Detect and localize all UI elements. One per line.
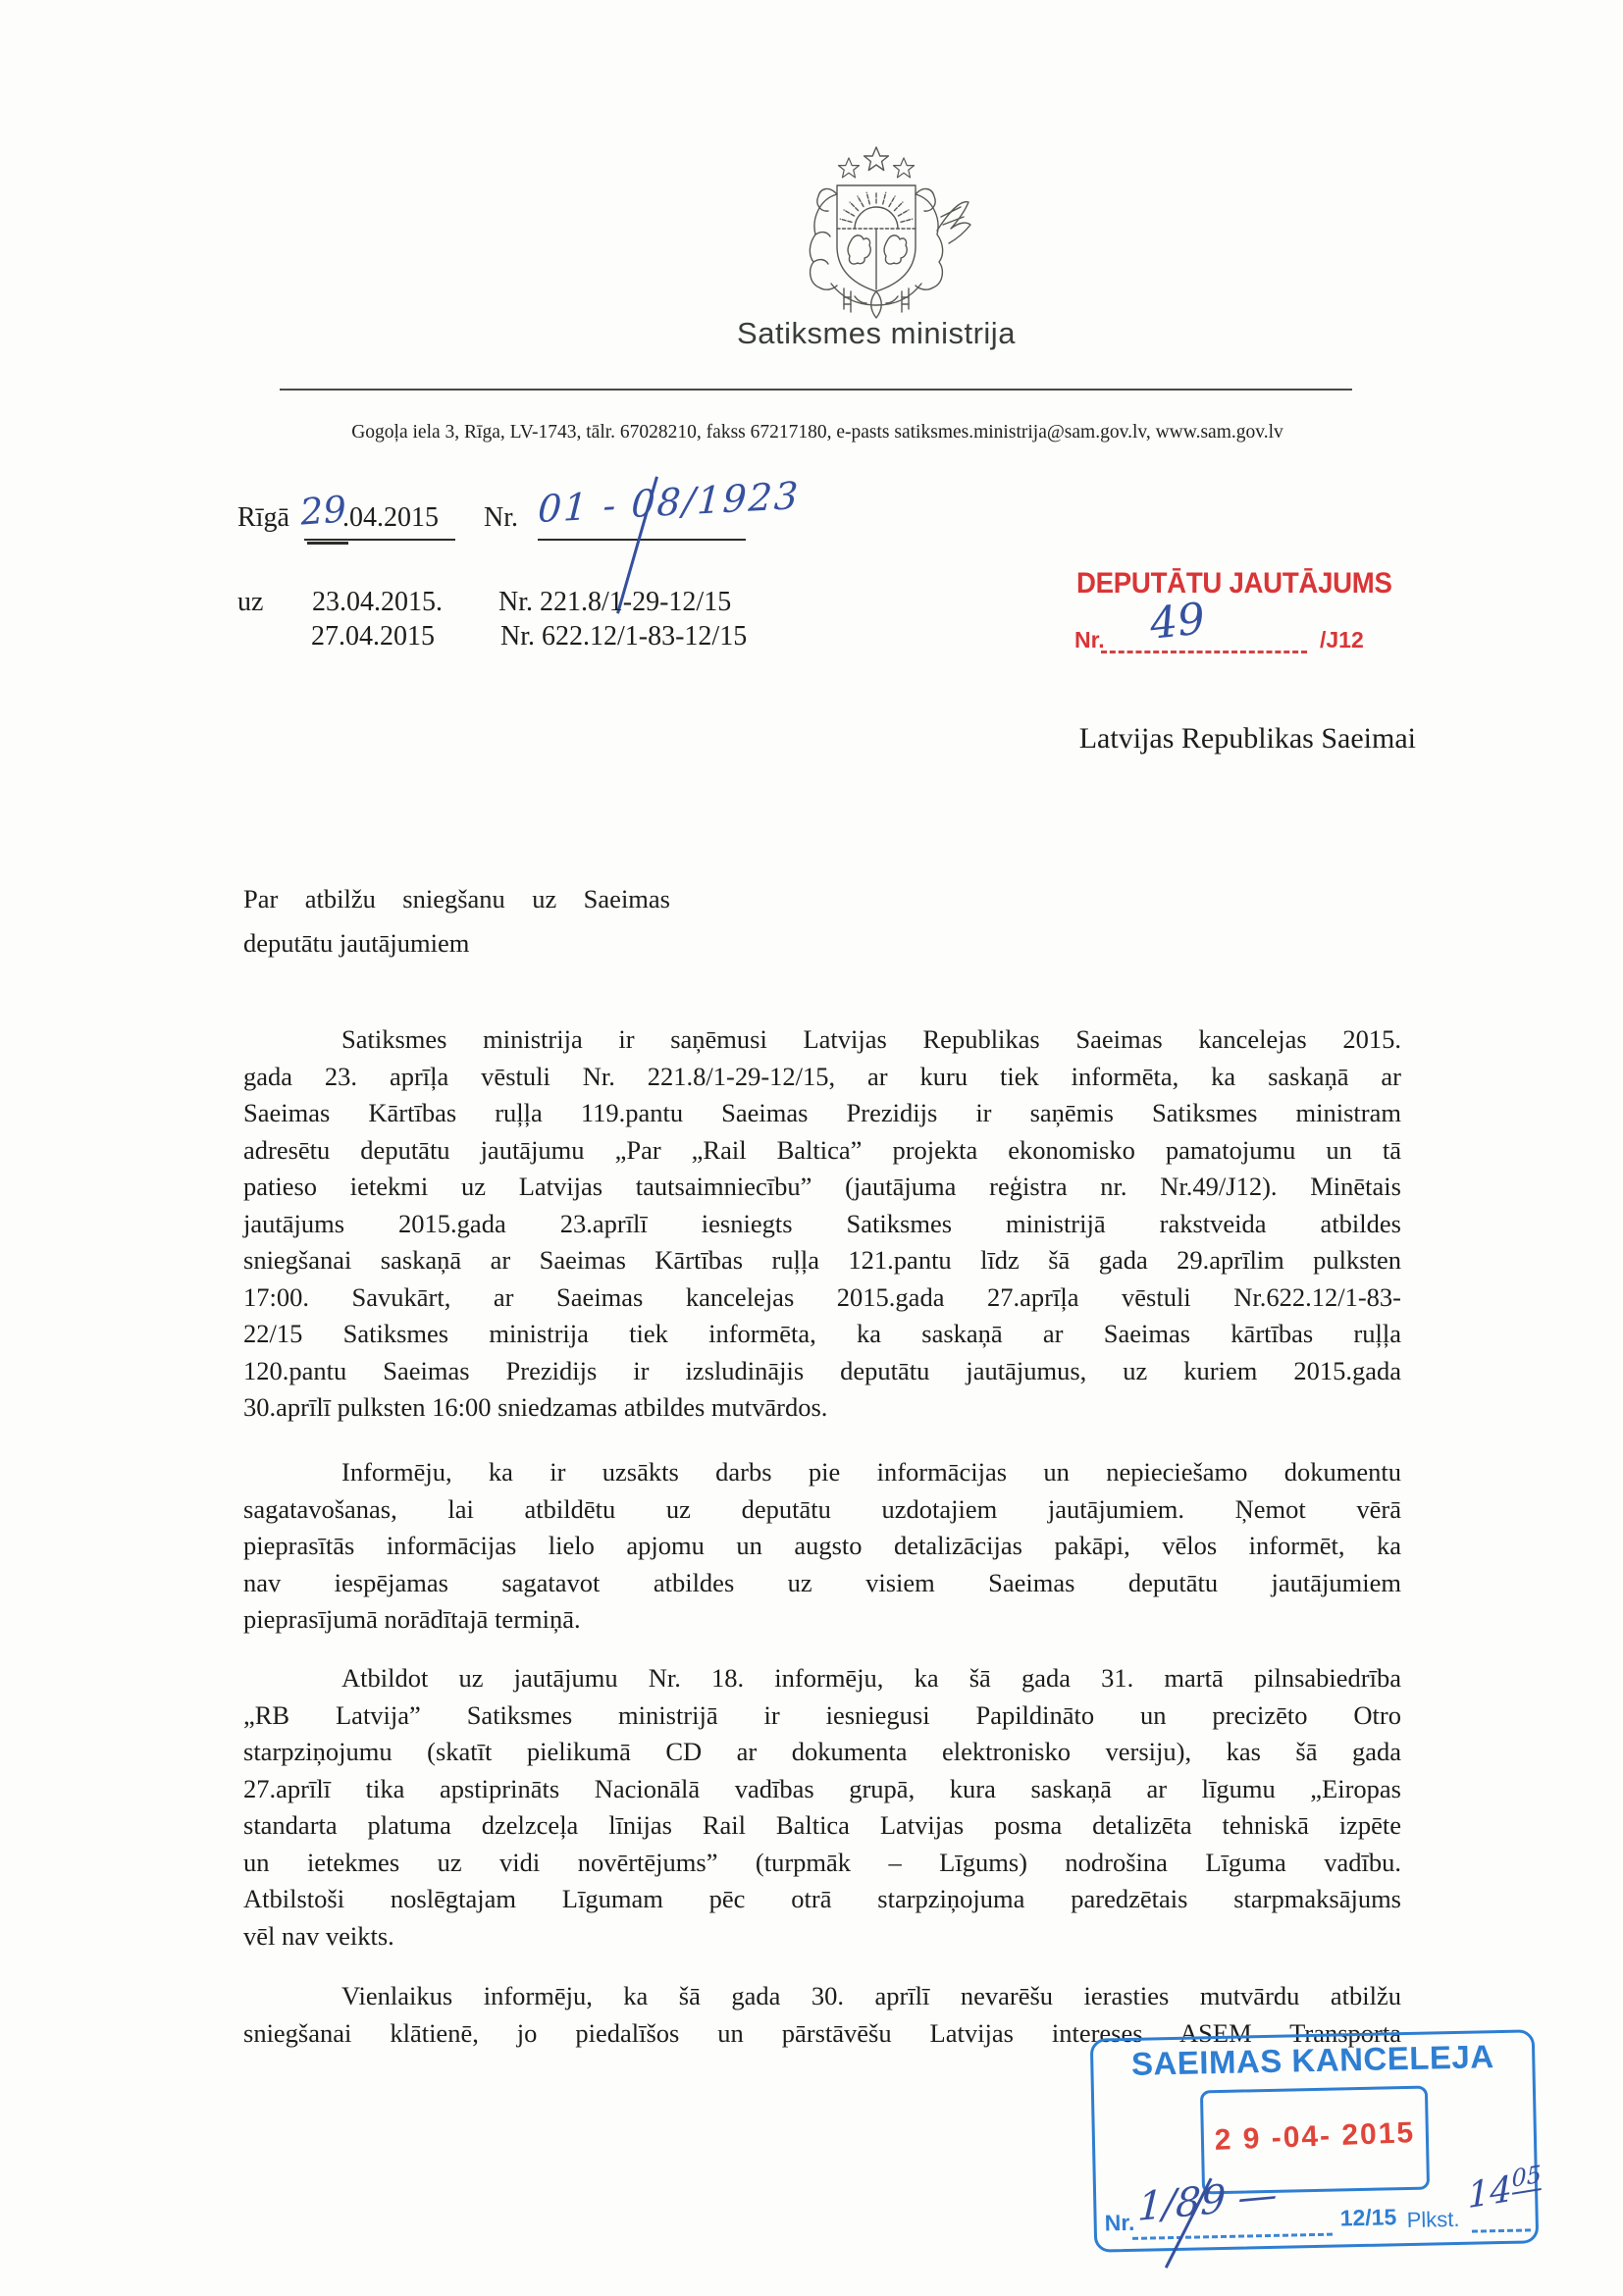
ref-row-number: Nr. 221.8/1-29-12/15 <box>498 587 732 617</box>
uz-label: uz <box>237 587 264 617</box>
body-line: Informēju, ka ir uzsākts darbs pie informācijas un nepieciešamo dokumentu <box>341 1457 1401 1487</box>
body-line: vēl nav veikts. <box>243 1920 394 1951</box>
ref-date-printed: .04.2015 <box>342 502 439 533</box>
contact-line: Gogoļa iela 3, Rīga, LV-1743, tālr. 67028210, fakss 67217180, e-pasts satiksmes.ministrija@sam.gov.lv, www.sam.gov.lv <box>351 422 1283 443</box>
blue-stamp-time-label: Plkst. <box>1406 2206 1460 2233</box>
body-line: Atbildot uz jautājumu Nr. 18. informēju, ka šā gada 31. martā pilnsabiedrība <box>341 1663 1401 1693</box>
body-line: patieso ietekmi uz Latvijas tautsaimniecību” (jautājuma reģistra nr. Nr.49/J12). Minētais <box>243 1172 1401 1201</box>
time-minutes: 05 <box>1511 2161 1542 2195</box>
red-stamp <box>1074 567 1398 660</box>
red-stamp-nr-label: Nr. <box>1074 627 1105 652</box>
body-line: standarta platuma dzelzceļa līnijas Rail Baltica Latvijas posma detalizēta tehniskā izpēte <box>243 1810 1401 1840</box>
blue-stamp-number-handwritten: 1/89 — <box>1136 2171 1279 2230</box>
body-line: sniegšanai saskaņā ar Saeimas Kārtības ruļļa 121.pantu līdz šā gada 29.aprīlim pulksten <box>243 1245 1401 1275</box>
body-paragraph <box>243 1660 1401 1955</box>
recipient: Latvijas Republikas Saeimai <box>1078 722 1416 755</box>
blue-stamp-title: SAEIMAS KANCELEJA <box>1130 2038 1494 2082</box>
subject-block <box>243 884 670 959</box>
ref-row-date: 27.04.2015 <box>311 621 435 652</box>
body-line: nav iespējamas sagatavot atbildes uz visiem Saeimas deputātu jautājumiem <box>243 1567 1401 1597</box>
body-line: jautājums 2015.gada 23.aprīlī iesniegts Satiksmes ministrijā rakstveida atbildes <box>243 1208 1401 1238</box>
subject-line: Par atbilžu sniegšanu uz Saeimas <box>243 884 670 913</box>
ministry-name: Satiksmes ministrija <box>737 316 1016 350</box>
body-line: Vienlaikus informēju, ka šā gada 30. aprīlī nevarēšu ierasties mutvārdu atbilžu <box>341 1981 1401 2010</box>
blue-stamp-time-handwritten <box>1467 2161 1542 2218</box>
date-underline <box>304 539 455 541</box>
red-stamp-number-handwritten: 49 <box>1147 594 1208 650</box>
body-line: un ietekmes uz vidi novērtējums” (turpmāk – Līgums) nodrošina Līguma vadību. <box>243 1847 1401 1877</box>
body-line: 120.pantu Saeimas Prezidijs ir izsludinājis deputātu jautājumus, uz kuriem 2015.gada <box>243 1355 1401 1385</box>
ref-date-handwritten: 29 <box>298 488 348 534</box>
body-line: pieprasījumā norādītajā termiņā. <box>243 1604 581 1634</box>
ref-nr-handwritten: 01 - 08/1923 <box>537 473 802 532</box>
body-line: Atbilstoši noslēgtajam Līgumam pēc otrā starpziņojuma paredzētais starpmaksājums <box>243 1884 1401 1913</box>
body-line: starpziņojumu (skatīt pielikumā CD ar dokumenta elektronisko versiju), kas šā gada <box>243 1737 1401 1766</box>
body-line: 22/15 Satiksmes ministrija tiek informēta, ka saskaņā ar Saeimas kārtības ruļļa <box>243 1319 1401 1348</box>
ref-row-date: 23.04.2015. <box>312 587 443 617</box>
blue-stamp-number-suffix: 12/15 <box>1339 2204 1397 2231</box>
red-stamp-title: DEPUTĀTU JAUTĀJUMS <box>1076 567 1392 600</box>
body-paragraph <box>243 1454 1401 1639</box>
ref-place-label: Rīgā <box>237 502 289 533</box>
body-line: sniegšanai klātienē, jo piedalīšos un pārstāvēšu Latvijas intereses ASEM Transporta <box>243 2017 1401 2048</box>
ref-row-number: Nr. 622.12/1-83-12/15 <box>500 621 748 652</box>
body-line: gada 23. aprīļa vēstuli Nr. 221.8/1-29-12/15, ar kuru tiek informēta, ka saskaņā ar <box>243 1061 1401 1091</box>
body-line: adresētu deputātu jautājumu „Par „Rail Baltica” projekta ekonomisko pamatojumu un tā <box>243 1134 1401 1165</box>
body-line: 17:00. Savukārt, ar Saeimas kancelejas 2015.gada 27.aprīļa vēstuli Nr.622.12/1-83- <box>243 1281 1401 1312</box>
blue-stamp <box>1090 2029 1543 2252</box>
red-stamp-suffix: /J12 <box>1320 627 1364 652</box>
body-line: „RB Latvija” Satiksmes ministrijā ir iesniegusi Papildināto un precizēto Otro <box>243 1699 1401 1730</box>
blue-stamp-date: 2 9 -04- 2015 <box>1214 2116 1416 2157</box>
body-line: pieprasītās informācijas lielo apjomu un augsto detalizācijas pakāpi, vēlos informēt, ka <box>243 1531 1401 1560</box>
body-line: sagatavošanas, lai atbildētu uz deputātu uzdotajiem jautājumiem. Ņemot vērā <box>243 1493 1401 1524</box>
ref-nr-label: Nr. <box>484 502 518 533</box>
latvia-coat-of-arms <box>768 140 984 321</box>
time-hours: 14 <box>1467 2168 1513 2218</box>
header-divider <box>280 389 1352 391</box>
nr-underline <box>538 539 746 541</box>
subject-line: deputātu jautājumiem <box>243 928 470 958</box>
body-paragraph <box>243 1021 1401 1427</box>
body-line: Saeimas Kārtības ruļļa 119.pantu Saeimas Prezidijs ir saņēmis Satiksmes ministram <box>243 1098 1401 1127</box>
body-line: Satiksmes ministrija ir saņēmusi Latvijas Republikas Saeimas kancelejas 2015. <box>341 1024 1401 1054</box>
date-underline-stroke <box>307 542 348 545</box>
body-line: 27.aprīlī tika apstiprināts Nacionālā vadības grupā, kura saskaņā ar līgumu „Eiropas <box>243 1773 1401 1803</box>
body-line: 30.aprīlī pulksten 16:00 sniedzamas atbildes mutvārdos. <box>243 1392 828 1422</box>
blue-stamp-nr-label: Nr. <box>1104 2209 1135 2236</box>
